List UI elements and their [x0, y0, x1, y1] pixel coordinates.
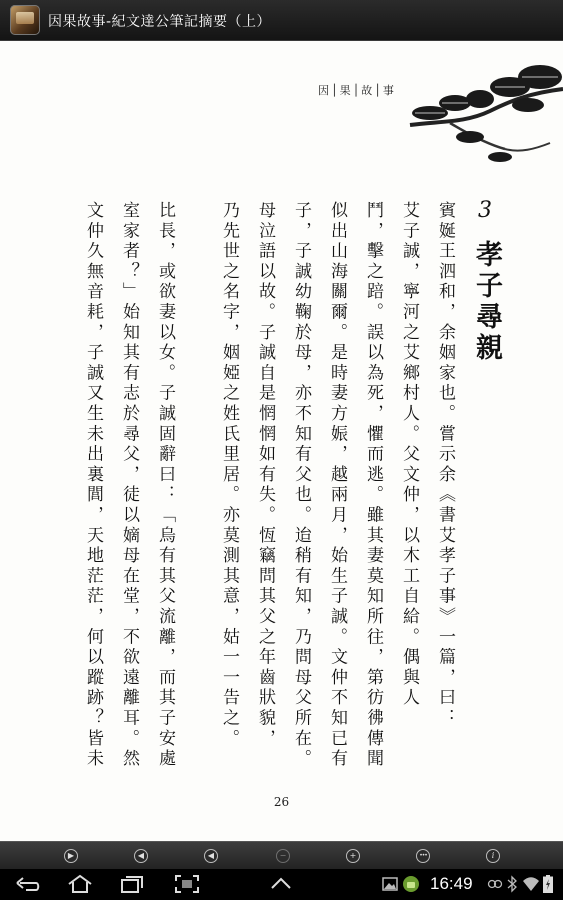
sync-icon: [487, 878, 503, 890]
zoom-out-icon[interactable]: −: [276, 849, 290, 863]
screenshot-icon[interactable]: [174, 874, 200, 894]
chevron-up-icon[interactable]: [268, 874, 294, 894]
text-column: 文仲久無音耗，子誠又生未出裏閭，天地茫茫，何以蹤跡？皆未: [83, 201, 103, 770]
book-page[interactable]: [0, 41, 563, 841]
reader-toolbar: [0, 841, 563, 870]
clock: 16:49: [430, 874, 473, 893]
text-column: 鬥，擊之踣。誤以為死，懼而逃。雖其妻莫知所往，第彷彿傳聞: [363, 201, 383, 770]
chapter-title: 孝子尋親: [471, 240, 502, 364]
home-nav-icon[interactable]: [66, 874, 94, 894]
recent-apps-icon[interactable]: [118, 874, 146, 894]
text-column: 艾子誠，寧河之艾鄉村人。父文仲，以木工自給。偶與人: [399, 201, 419, 709]
page-number: 26: [273, 795, 290, 809]
text-column: 賓娫王泗和，余姻家也。嘗示余《書艾孝子事》一篇，曰：: [435, 201, 455, 729]
title-bar: [0, 0, 563, 41]
back-icon[interactable]: ◀: [204, 849, 218, 863]
gallery-notification-icon: [382, 877, 398, 891]
system-bar: [0, 869, 563, 900]
pine-branch-decoration-icon: [410, 53, 563, 173]
android-notification-icon: [402, 875, 420, 893]
play-icon[interactable]: ▶: [64, 849, 78, 863]
text-column: 比長，或欲妻以女。子誠固辭曰：「烏有其父流離，而其子安處: [155, 201, 175, 770]
menu-icon[interactable]: •••: [416, 849, 430, 863]
text-column: 似出山海關爾。是時妻方娠，越兩月，始生子誠。文仲不知已有: [327, 201, 347, 770]
info-icon[interactable]: i: [486, 849, 500, 863]
app-icon[interactable]: [10, 5, 40, 35]
battery-icon: [543, 875, 553, 893]
text-column: 乃先世之名字，姻婭之姓氏里居。亦莫測其意，姑一一告之。: [219, 201, 239, 750]
running-header: 因│果│故│事: [318, 84, 396, 97]
zoom-in-icon[interactable]: +: [346, 849, 360, 863]
bluetooth-icon: [507, 876, 517, 892]
wifi-icon: [522, 876, 540, 892]
text-column: 子，子誠幼鞠於母，亦不知有父也。迨稍有知，乃問母父所在。: [291, 201, 311, 770]
text-column: 室家者？」始知其有志於尋父，徒以嫡母在堂，不欲遠離耳。然: [119, 201, 139, 770]
back-nav-icon[interactable]: [14, 874, 42, 894]
chapter-number: 3: [478, 198, 492, 223]
previous-icon[interactable]: ◀: [134, 849, 148, 863]
text-column: 母泣語以故。子誠自是惘惘如有失。恆竊問其父之年齒狀貌，: [255, 201, 275, 750]
app-title: 因果故事-紀文達公筆記摘要（上）: [48, 14, 272, 30]
